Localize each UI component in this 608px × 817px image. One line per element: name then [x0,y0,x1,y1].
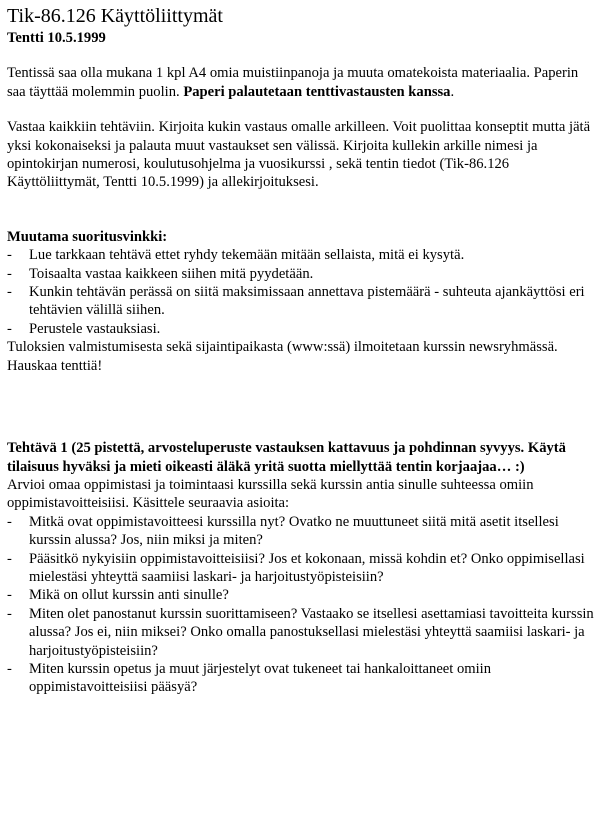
list-item: - Perustele vastauksiasi. [7,320,597,338]
list-item: - Kunkin tehtävän perässä on siitä maksimissaan annettava pistemäärä - suhteuta ajankäyttösi eri tehtävien välillä siihen. [7,283,597,320]
tips-list [7,246,597,338]
task1-intro: Arvioi omaa oppimistasi ja toimintaasi kurssilla sekä kurssin antia sinulle suhteessa omiin oppimistavoitteisiisi. Käsittele seuraavia asioita: [7,476,534,512]
intro-bold-note: Paperi palautetaan tenttivastausten kanssa [183,83,451,100]
list-item: - Lue tarkkaan tehtävä ettet ryhdy tekemään mitään sellaista, mitä ei kysytä. [7,246,597,264]
list-item: - Mikä on ollut kurssin anti sinulle? [7,586,597,604]
intro-paragraph-2: Vastaa kaikkiin tehtäviin. Kirjoita kukin vastaus omalle arkilleen. Voit puolittaa konseptit mutta jätä yksi kokonaiseksi ja palauta muut vastaukset sen välissä. Kirjoita kullekin arkille nimesi ja opintokirjan numerosi, koulutusohjelma ja vuosikurssi , sekä tentin tiedot (Tik-86.126 Käyttöliittymät, Tentti 10.5.1999) ja allekirjoituksesi. [7,119,591,191]
list-item: - Pääsitkö nykyisiin oppimistavoitteisiisi? Jos et kokonaan, missä kohdin et? Onko oppimisellasi mielestäsi yhteyttä saamiisi laskari- ja harjoitustyöpisteisiin? [7,550,597,587]
task1-questions [7,513,597,697]
list-item: - Miten kurssin opetus ja muut järjestelyt ovat tukeneet tai hankaloittaneet omiin oppimistavoitteisiisi pääsyä? [7,660,597,697]
closing-line: Hauskaa tenttiä! [7,357,103,374]
intro-period: . [450,83,455,100]
page-title: Tik-86.126 Käyttöliittymät [7,5,223,27]
list-item: - Mitkä ovat oppimistavoitteesi kurssilla nyt? Ovatko ne muuttuneet siitä mitä asetit itsellesi kurssin alussa? Jos, niin miksi ja miten? [7,513,597,550]
exam-date: Tentti 10.5.1999 [7,30,106,46]
intro-text: Tentissä saa olla mukana 1 kpl A4 omia muistiinpanoja ja muuta omatekoista materiaalia. Paperin saa täyttää molemmin puolin. [7,65,579,100]
exam-page [7,4,597,697]
list-item: - Toisaalta vastaa kaikkeen siihen mitä pyydetään. [7,265,597,283]
tips-heading: Muutama suoritusvinkki: [7,228,168,245]
intro-paragraph-1 [7,64,597,101]
list-item: - Miten olet panostanut kurssin suorittamiseen? Vastaako se itsellesi asettamiasi tavoitteita kurssin alussa? Jos ei, niin miksei? Onko omalla panostuksellasi mielestäsi yhteyttä saamiisi laskari- ja harjoitustyöpisteisiin? [7,605,597,660]
task1-heading: Tehtävä 1 (25 pistettä, arvosteluperuste vastauksen kattavuus ja pohdinnan syvyys. Käytä tilaisuus hyväksi ja mieti oikeasti äläkä yritä suotta miellyttää tentin korjaajaa… :) [7,440,566,475]
results-note: Tuloksien valmistumisesta sekä sijaintipaikasta (www:ssä) ilmoitetaan kurssin newsryhmässä. [7,339,558,356]
